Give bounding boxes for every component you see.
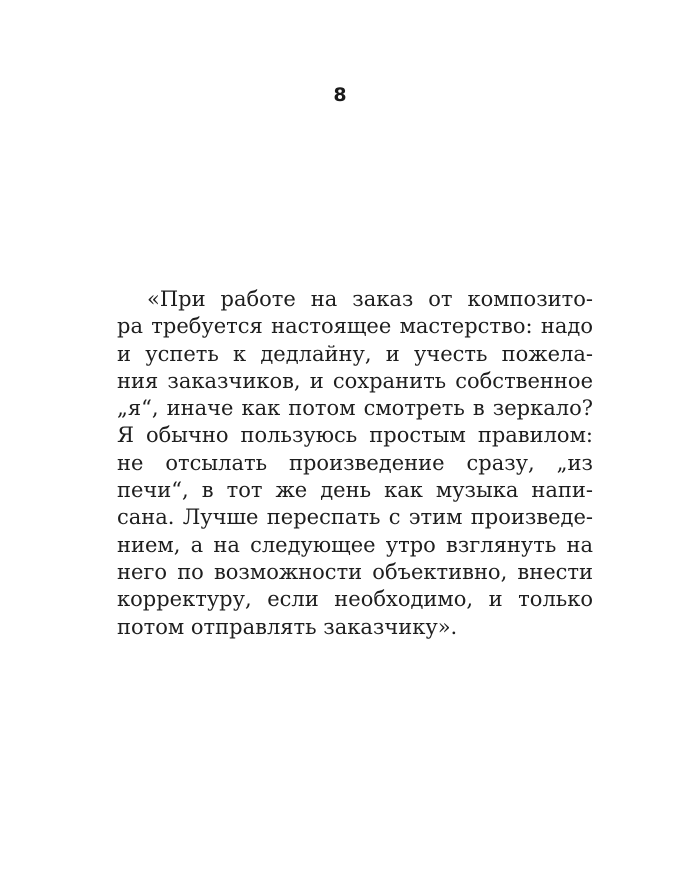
page-number: 8 bbox=[333, 84, 347, 106]
text-line: него по возможности объективно, внести bbox=[117, 559, 593, 584]
quote-paragraph bbox=[117, 286, 593, 641]
text-line: „я“, иначе как потом смотреть в зеркало? bbox=[117, 396, 593, 421]
text-line: сана. Лучше переспать с этим произведе- bbox=[117, 505, 593, 530]
text-line: Я обычно пользуюсь простым правилом: bbox=[117, 423, 593, 448]
text-line: «При работе на заказ от композито- bbox=[147, 287, 593, 311]
text-line: не отсылать произведение сразу, „из bbox=[117, 450, 593, 475]
text-line: потом отправлять заказчику». bbox=[117, 614, 458, 639]
text-line: нием, а на следующее утро взглянуть на bbox=[117, 532, 593, 557]
text-line: печи“, в тот же день как музыка напи- bbox=[117, 478, 593, 503]
text-line: корректуру, если необходимо, и только bbox=[117, 587, 593, 612]
text-line: ра требуется настоящее мастерство: надо bbox=[117, 314, 593, 339]
text-line: ния заказчиков, и сохранить собственное bbox=[117, 368, 593, 393]
text-line: и успеть к дедлайну, и учесть пожела- bbox=[117, 341, 593, 366]
